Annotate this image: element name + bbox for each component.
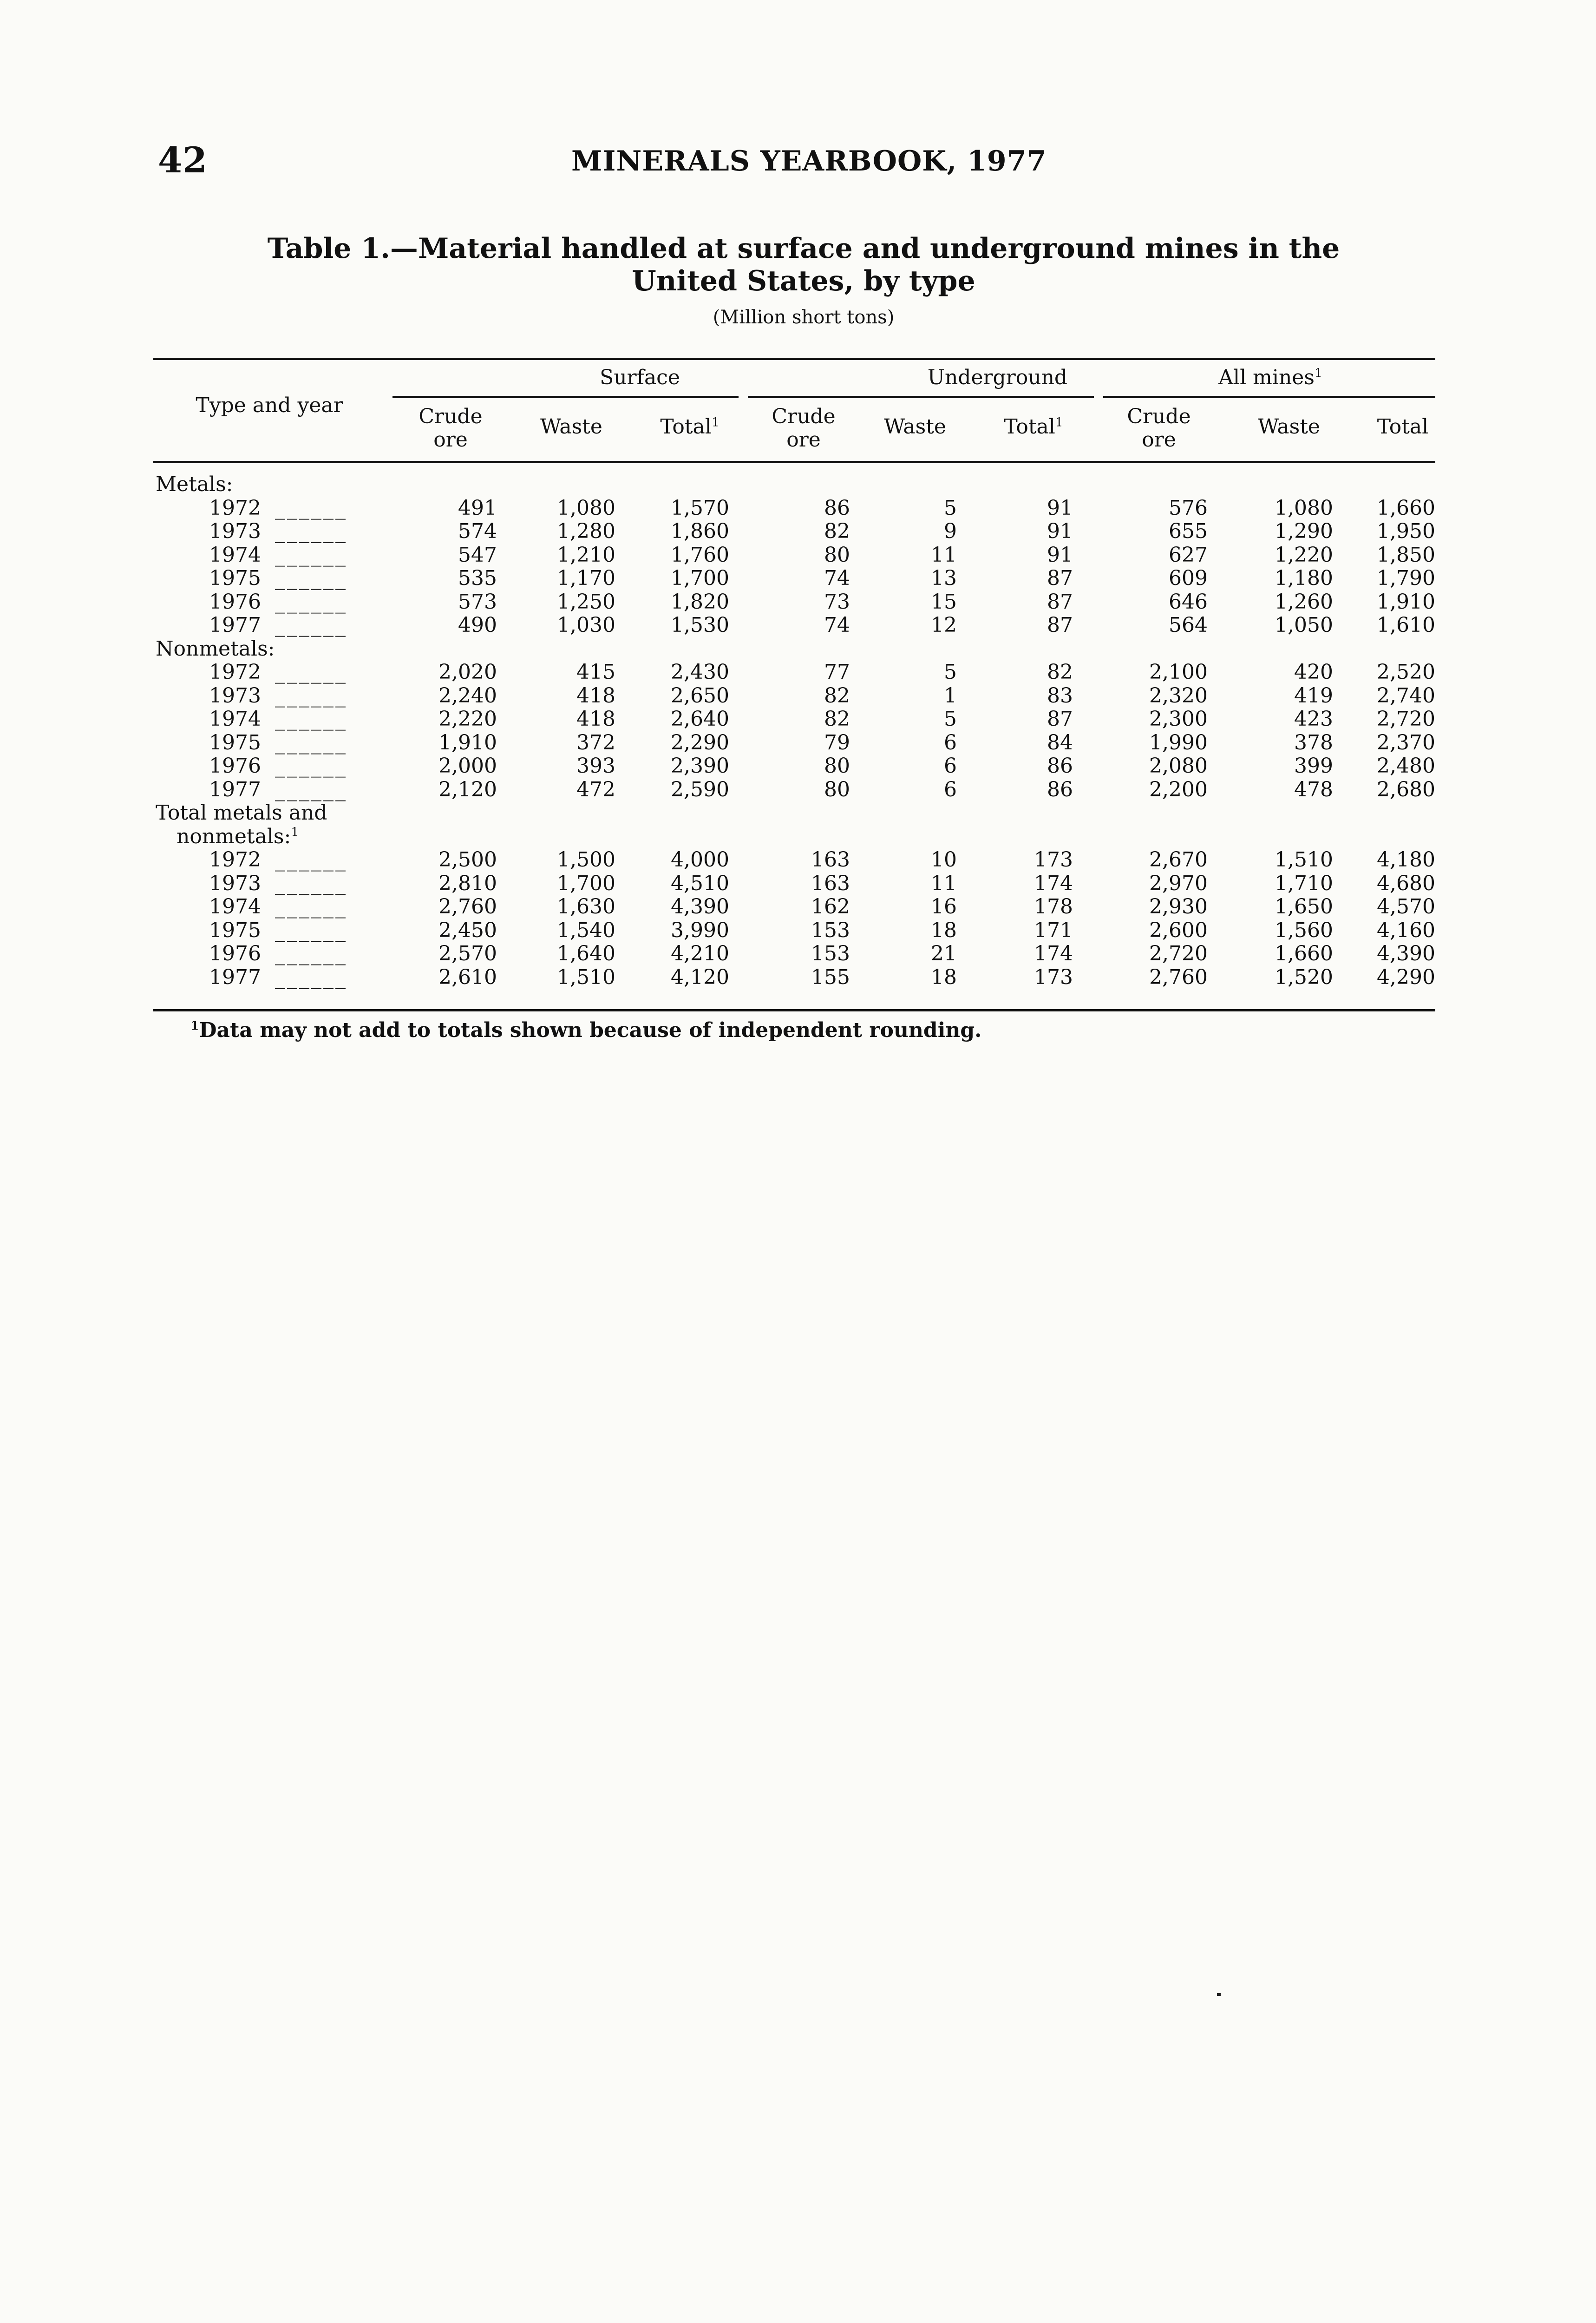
- row-year: 1973 ______: [209, 519, 347, 543]
- table-cell: 1,760: [671, 543, 729, 567]
- table-row: [153, 591, 1435, 614]
- table-cell: 87: [1047, 590, 1073, 614]
- table-cell: 646: [1169, 590, 1208, 614]
- column-header: Total$^1$: [1004, 415, 1063, 439]
- dot-leader: ______: [275, 777, 347, 801]
- table-cell: 1,910: [438, 730, 497, 755]
- dot-leader: ______: [275, 543, 347, 567]
- table-cell: 5: [944, 707, 957, 731]
- table-cell: 576: [1169, 496, 1208, 520]
- bottom-rule: [153, 1009, 1435, 1011]
- table-cell: 4,000: [671, 848, 729, 872]
- table-cell: 173: [1034, 848, 1073, 872]
- table-cell: 1,050: [1275, 613, 1333, 637]
- table-cell: 372: [576, 730, 615, 755]
- table-cell: 91: [1047, 519, 1073, 543]
- table-footnote: $^1$Data may not add to totals shown because of independent rounding.: [190, 1018, 982, 1042]
- table-cell: 1,630: [557, 895, 615, 919]
- dot-leader: ______: [275, 566, 347, 590]
- table-cell: 1,080: [557, 496, 615, 520]
- table-cell: 74: [824, 566, 850, 590]
- running-head: MINERALS YEARBOOK, 1977: [571, 145, 1047, 177]
- table-cell: 1,290: [1275, 519, 1333, 543]
- table-cell: 1,520: [1275, 965, 1333, 989]
- table-cell: 79: [824, 730, 850, 755]
- table-cell: 2,000: [438, 754, 497, 778]
- table-cell: 2,240: [438, 683, 497, 708]
- table-cell: 82: [824, 707, 850, 731]
- row-year: 1976 ______: [209, 590, 347, 614]
- table-cell: 162: [811, 895, 850, 919]
- row-year: 1977 ______: [209, 777, 347, 801]
- table-cell: 87: [1047, 613, 1073, 637]
- table-cell: 1,610: [1377, 613, 1435, 637]
- table-cell: 87: [1047, 707, 1073, 731]
- table-cell: 1,850: [1377, 543, 1435, 567]
- table-cell: 573: [458, 590, 497, 614]
- dot-leader: ______: [275, 754, 347, 778]
- table-row: [153, 895, 1435, 919]
- row-year: 1977 ______: [209, 965, 347, 989]
- table-cell: 1,540: [557, 918, 615, 942]
- table-cell: 163: [811, 848, 850, 872]
- column-header: Crude ore: [1127, 405, 1191, 452]
- table-row: [153, 661, 1435, 684]
- speck-mark: [1217, 1993, 1221, 1996]
- table-cell: 420: [1294, 660, 1333, 684]
- section-label: Nonmetals:: [156, 637, 275, 661]
- table-cell: 399: [1294, 754, 1333, 778]
- table-cell: 4,680: [1377, 871, 1435, 895]
- table-row: [153, 684, 1435, 708]
- dot-leader: ______: [275, 871, 347, 895]
- dot-leader: ______: [275, 496, 347, 520]
- table-cell: 1,640: [557, 942, 615, 965]
- table-cell: 472: [576, 777, 615, 801]
- table-cell: 2,320: [1149, 683, 1208, 708]
- table-row: [153, 520, 1435, 543]
- column-header: Waste: [540, 415, 602, 439]
- table-cell: 5: [944, 496, 957, 520]
- table-cell: 174: [1034, 871, 1073, 895]
- table-cell: 84: [1047, 730, 1073, 755]
- row-year: 1972 ______: [209, 660, 347, 684]
- stub-header: Type and year: [196, 394, 343, 417]
- group-header-surface: Surface: [600, 366, 680, 389]
- table-cell: 378: [1294, 730, 1333, 755]
- table-cell: 2,480: [1377, 754, 1435, 778]
- table-cell: 2,670: [1149, 848, 1208, 872]
- table-cell: 1,950: [1377, 519, 1435, 543]
- table-cell: 4,390: [671, 895, 729, 919]
- table-cell: 86: [824, 496, 850, 520]
- table-cell: 163: [811, 871, 850, 895]
- top-rule: [153, 358, 1435, 360]
- dot-leader: ______: [275, 519, 347, 543]
- row-year: 1975 ______: [209, 918, 347, 942]
- table-row: [153, 778, 1435, 801]
- table-cell: 11: [931, 543, 957, 567]
- table-cell: 21: [931, 942, 957, 965]
- table-cell: 18: [931, 965, 957, 989]
- table-cell: 178: [1034, 895, 1073, 919]
- table-cell: 3,990: [671, 918, 729, 942]
- table-cell: 4,290: [1377, 965, 1435, 989]
- table-row: [153, 544, 1435, 567]
- group-rule-underground: [748, 396, 1094, 398]
- table-title-line-2: United States, by type: [632, 265, 975, 297]
- table-cell: 5: [944, 660, 957, 684]
- table-cell: 478: [1294, 777, 1333, 801]
- section-heading: [153, 801, 1435, 825]
- table-cell: 1,700: [671, 566, 729, 590]
- column-header: Total: [1377, 415, 1429, 439]
- table-cell: 2,720: [1149, 942, 1208, 965]
- table-cell: 80: [824, 754, 850, 778]
- table-cell: 2,500: [438, 848, 497, 872]
- table-cell: 2,930: [1149, 895, 1208, 919]
- table-cell: 1,260: [1275, 590, 1333, 614]
- table-cell: 4,510: [671, 871, 729, 895]
- table-cell: 171: [1034, 918, 1073, 942]
- row-year: 1977 ______: [209, 613, 347, 637]
- table-cell: 2,200: [1149, 777, 1208, 801]
- table-cell: 91: [1047, 543, 1073, 567]
- table-cell: 2,430: [671, 660, 729, 684]
- table-cell: 1,510: [557, 965, 615, 989]
- table-cell: 1,220: [1275, 543, 1333, 567]
- table-cell: 2,300: [1149, 707, 1208, 731]
- dot-leader: ______: [275, 848, 347, 872]
- table-row: [153, 755, 1435, 778]
- table-cell: 4,210: [671, 942, 729, 965]
- table-cell: 2,120: [438, 777, 497, 801]
- row-year: 1975 ______: [209, 566, 347, 590]
- table-row: [153, 567, 1435, 590]
- table-cell: 423: [1294, 707, 1333, 731]
- section-label: Total metals and: [156, 801, 327, 825]
- table-row: [153, 848, 1435, 872]
- row-year: 1976 ______: [209, 942, 347, 965]
- table-cell: 415: [576, 660, 615, 684]
- table-cell: 83: [1047, 683, 1073, 708]
- table-cell: 564: [1169, 613, 1208, 637]
- section-label: nonmetals:$^1$: [177, 824, 299, 848]
- section-label: Metals:: [156, 472, 233, 496]
- table-cell: 2,600: [1149, 918, 1208, 942]
- table-row: [153, 708, 1435, 731]
- table-cell: 4,160: [1377, 918, 1435, 942]
- table-cell: 155: [811, 965, 850, 989]
- dot-leader: ______: [275, 895, 347, 919]
- table-cell: 2,390: [671, 754, 729, 778]
- table-row: [153, 731, 1435, 755]
- table-cell: 153: [811, 942, 850, 965]
- dot-leader: ______: [275, 707, 347, 731]
- table-cell: 2,740: [1377, 683, 1435, 708]
- row-year: 1975 ______: [209, 730, 347, 755]
- table-cell: 2,810: [438, 871, 497, 895]
- row-year: 1974 ______: [209, 895, 347, 919]
- table-cell: 12: [931, 613, 957, 637]
- table-cell: 1,990: [1149, 730, 1208, 755]
- table-cell: 74: [824, 613, 850, 637]
- table-cell: 2,290: [671, 730, 729, 755]
- table-cell: 2,370: [1377, 730, 1435, 755]
- table-cell: 2,610: [438, 965, 497, 989]
- table-cell: 418: [576, 683, 615, 708]
- table-cell: 1,180: [1275, 566, 1333, 590]
- table-cell: 13: [931, 566, 957, 590]
- table-cell: 87: [1047, 566, 1073, 590]
- table-cell: 10: [931, 848, 957, 872]
- row-year: 1973 ______: [209, 871, 347, 895]
- table-cell: 1,660: [1377, 496, 1435, 520]
- section-heading-continued: [153, 825, 1435, 848]
- table-cell: 18: [931, 918, 957, 942]
- table-cell: 77: [824, 660, 850, 684]
- table-cell: 4,570: [1377, 895, 1435, 919]
- table-cell: 2,020: [438, 660, 497, 684]
- table-cell: 9: [944, 519, 957, 543]
- table-cell: 4,120: [671, 965, 729, 989]
- table-cell: 1,170: [557, 566, 615, 590]
- table-cell: 82: [1047, 660, 1073, 684]
- table-cell: 15: [931, 590, 957, 614]
- table-cell: 86: [1047, 754, 1073, 778]
- table-cell: 1,560: [1275, 918, 1333, 942]
- table-row: [153, 614, 1435, 637]
- table-cell: 1,280: [557, 519, 615, 543]
- table-cell: 1,860: [671, 519, 729, 543]
- table-cell: 4,390: [1377, 942, 1435, 965]
- table-cell: 1,570: [671, 496, 729, 520]
- row-year: 1972 ______: [209, 496, 347, 520]
- table-cell: 6: [944, 777, 957, 801]
- table-cell: 2,720: [1377, 707, 1435, 731]
- table-unit: (Million short tons): [713, 307, 895, 328]
- table-cell: 2,640: [671, 707, 729, 731]
- table-title-line-1: Table 1.—Material handled at surface and underground mines in the: [267, 232, 1340, 265]
- dot-leader: ______: [275, 942, 347, 965]
- table-cell: 1,080: [1275, 496, 1333, 520]
- table-cell: 80: [824, 543, 850, 567]
- section-heading: [153, 473, 1435, 496]
- dot-leader: ______: [275, 590, 347, 614]
- group-rule-surface: [392, 396, 739, 398]
- table-cell: 91: [1047, 496, 1073, 520]
- column-header: Waste: [1258, 415, 1320, 439]
- page-number: 42: [158, 139, 207, 181]
- group-header-underground: Underground: [927, 366, 1068, 389]
- table-cell: 2,590: [671, 777, 729, 801]
- dot-leader: ______: [275, 683, 347, 708]
- column-header: Waste: [884, 415, 946, 439]
- dot-leader: ______: [275, 965, 347, 989]
- table-cell: 1,710: [1275, 871, 1333, 895]
- table-cell: 2,760: [1149, 965, 1208, 989]
- table-cell: 627: [1169, 543, 1208, 567]
- table-row: [153, 942, 1435, 965]
- table-cell: 2,760: [438, 895, 497, 919]
- column-header: Crude ore: [419, 405, 483, 452]
- table-cell: 491: [458, 496, 497, 520]
- table-row: [153, 966, 1435, 989]
- dot-leader: ______: [275, 918, 347, 942]
- group-header-all-mines: All mines$^1$: [1218, 366, 1322, 389]
- dot-leader: ______: [275, 660, 347, 684]
- table-cell: 1,820: [671, 590, 729, 614]
- table-cell: 153: [811, 918, 850, 942]
- table-row: [153, 497, 1435, 520]
- table-cell: 2,650: [671, 683, 729, 708]
- table-cell: 6: [944, 754, 957, 778]
- table-cell: 174: [1034, 942, 1073, 965]
- table-cell: 86: [1047, 777, 1073, 801]
- table-cell: 2,970: [1149, 871, 1208, 895]
- header-bottom-rule: [153, 461, 1435, 463]
- table-cell: 11: [931, 871, 957, 895]
- table-cell: 2,220: [438, 707, 497, 731]
- table-title: [153, 232, 1454, 297]
- table-cell: 6: [944, 730, 957, 755]
- table-cell: 1,910: [1377, 590, 1435, 614]
- table-cell: 609: [1169, 566, 1208, 590]
- dot-leader: ______: [275, 730, 347, 755]
- table-cell: 1,500: [557, 848, 615, 872]
- table-cell: 490: [458, 613, 497, 637]
- group-rule-all-mines: [1103, 396, 1435, 398]
- table-row: [153, 872, 1435, 895]
- table-cell: 418: [576, 707, 615, 731]
- table-cell: 574: [458, 519, 497, 543]
- table-cell: 1,650: [1275, 895, 1333, 919]
- dot-leader: ______: [275, 613, 347, 637]
- table-cell: 82: [824, 519, 850, 543]
- row-year: 1976 ______: [209, 754, 347, 778]
- table-cell: 82: [824, 683, 850, 708]
- row-year: 1974 ______: [209, 707, 347, 731]
- table-cell: 1,030: [557, 613, 615, 637]
- table-cell: 4,180: [1377, 848, 1435, 872]
- table-cell: 1,210: [557, 543, 615, 567]
- table-cell: 2,680: [1377, 777, 1435, 801]
- table-cell: 1,700: [557, 871, 615, 895]
- table-cell: 2,100: [1149, 660, 1208, 684]
- table-cell: 2,080: [1149, 754, 1208, 778]
- table-cell: 1: [944, 683, 957, 708]
- column-header: Crude ore: [772, 405, 836, 452]
- table-row: [153, 919, 1435, 942]
- table-cell: 1,250: [557, 590, 615, 614]
- row-year: 1974 ______: [209, 543, 347, 567]
- table-cell: 173: [1034, 965, 1073, 989]
- column-header: Total$^1$: [660, 415, 720, 439]
- section-heading: [153, 637, 1435, 661]
- table-cell: 393: [576, 754, 615, 778]
- table-cell: 2,520: [1377, 660, 1435, 684]
- table-cell: 1,530: [671, 613, 729, 637]
- table-cell: 1,510: [1275, 848, 1333, 872]
- table-cell: 2,450: [438, 918, 497, 942]
- row-year: 1973 ______: [209, 683, 347, 708]
- table-cell: 655: [1169, 519, 1208, 543]
- table-cell: 419: [1294, 683, 1333, 708]
- table-cell: 1,790: [1377, 566, 1435, 590]
- table-cell: 80: [824, 777, 850, 801]
- table-cell: 16: [931, 895, 957, 919]
- row-year: 1972 ______: [209, 848, 347, 872]
- table-cell: 547: [458, 543, 497, 567]
- table-cell: 73: [824, 590, 850, 614]
- table-cell: 2,570: [438, 942, 497, 965]
- table-cell: 1,660: [1275, 942, 1333, 965]
- table-cell: 535: [458, 566, 497, 590]
